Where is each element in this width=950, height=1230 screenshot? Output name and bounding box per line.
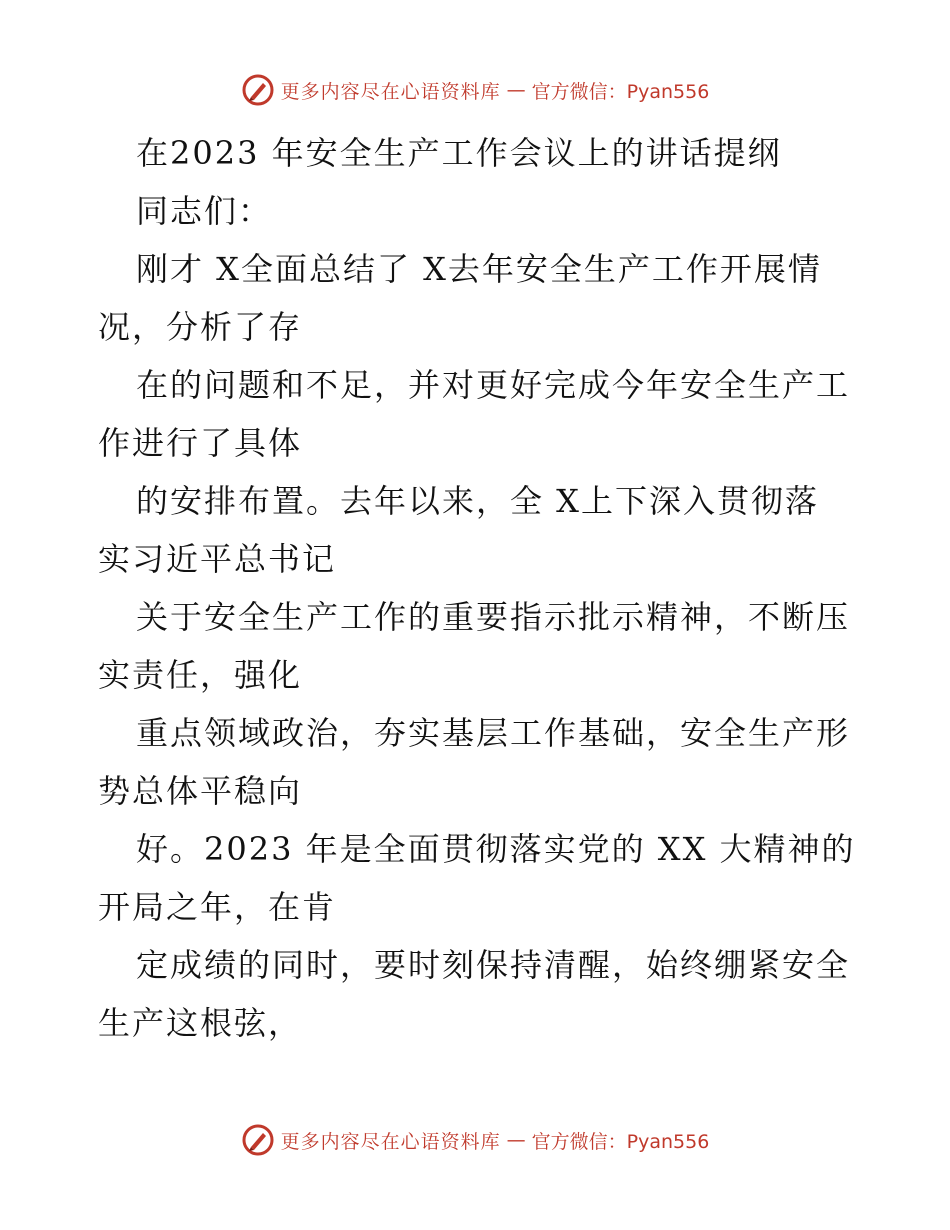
document-line: 实习近平总书记 [98,540,337,578]
header-banner-text: 更多内容尽在心语资料库 [280,80,501,103]
document-line: 势总体平稳向 [98,772,303,810]
footer-banner-separator: — [506,1129,526,1151]
document-line: 开局之年，在肯 [98,888,337,926]
document-line: 的安排布置。去年以来，全 X上下深入贯彻落 [136,482,819,520]
document-body [98,124,868,1052]
document-line: 况，分析了存 [98,308,303,346]
document-line: 同志们： [136,192,273,230]
header-banner-contact: 官方微信：Pyan556 [531,80,710,103]
document-line: 在2023 年安全生产工作会议上的讲话提纲 [136,134,782,172]
document-line: 定成绩的同时，要时刻保持清醒，始终绷紧安全 [136,946,851,984]
document-line: 刚才 X全面总结了 X去年安全生产工作开展情 [136,250,822,288]
header-banner-separator: — [506,79,526,101]
footer-banner-inner [241,1123,710,1157]
header-watermark-banner [0,70,950,110]
document-line: 关于安全生产工作的重要指示批示精神，不断压 [136,598,851,636]
footer-banner-contact: 官方微信：Pyan556 [531,1130,710,1153]
pen-seal-logo-icon [241,73,275,107]
pen-seal-logo-icon [241,1123,275,1157]
document-line: 实责任，强化 [98,656,303,694]
document-line: 在的问题和不足，并对更好完成今年安全生产工 [136,366,851,404]
document-line: 好。2023 年是全面贯彻落实党的 XX 大精神的 [136,830,856,868]
document-line: 作进行了具体 [98,424,303,462]
header-banner-inner [241,73,710,107]
footer-watermark-banner [0,1120,950,1160]
footer-banner-text: 更多内容尽在心语资料库 [280,1130,501,1153]
document-line: 生产这根弦， [98,1004,303,1042]
document-line: 重点领域政治，夯实基层工作基础，安全生产形 [136,714,851,752]
